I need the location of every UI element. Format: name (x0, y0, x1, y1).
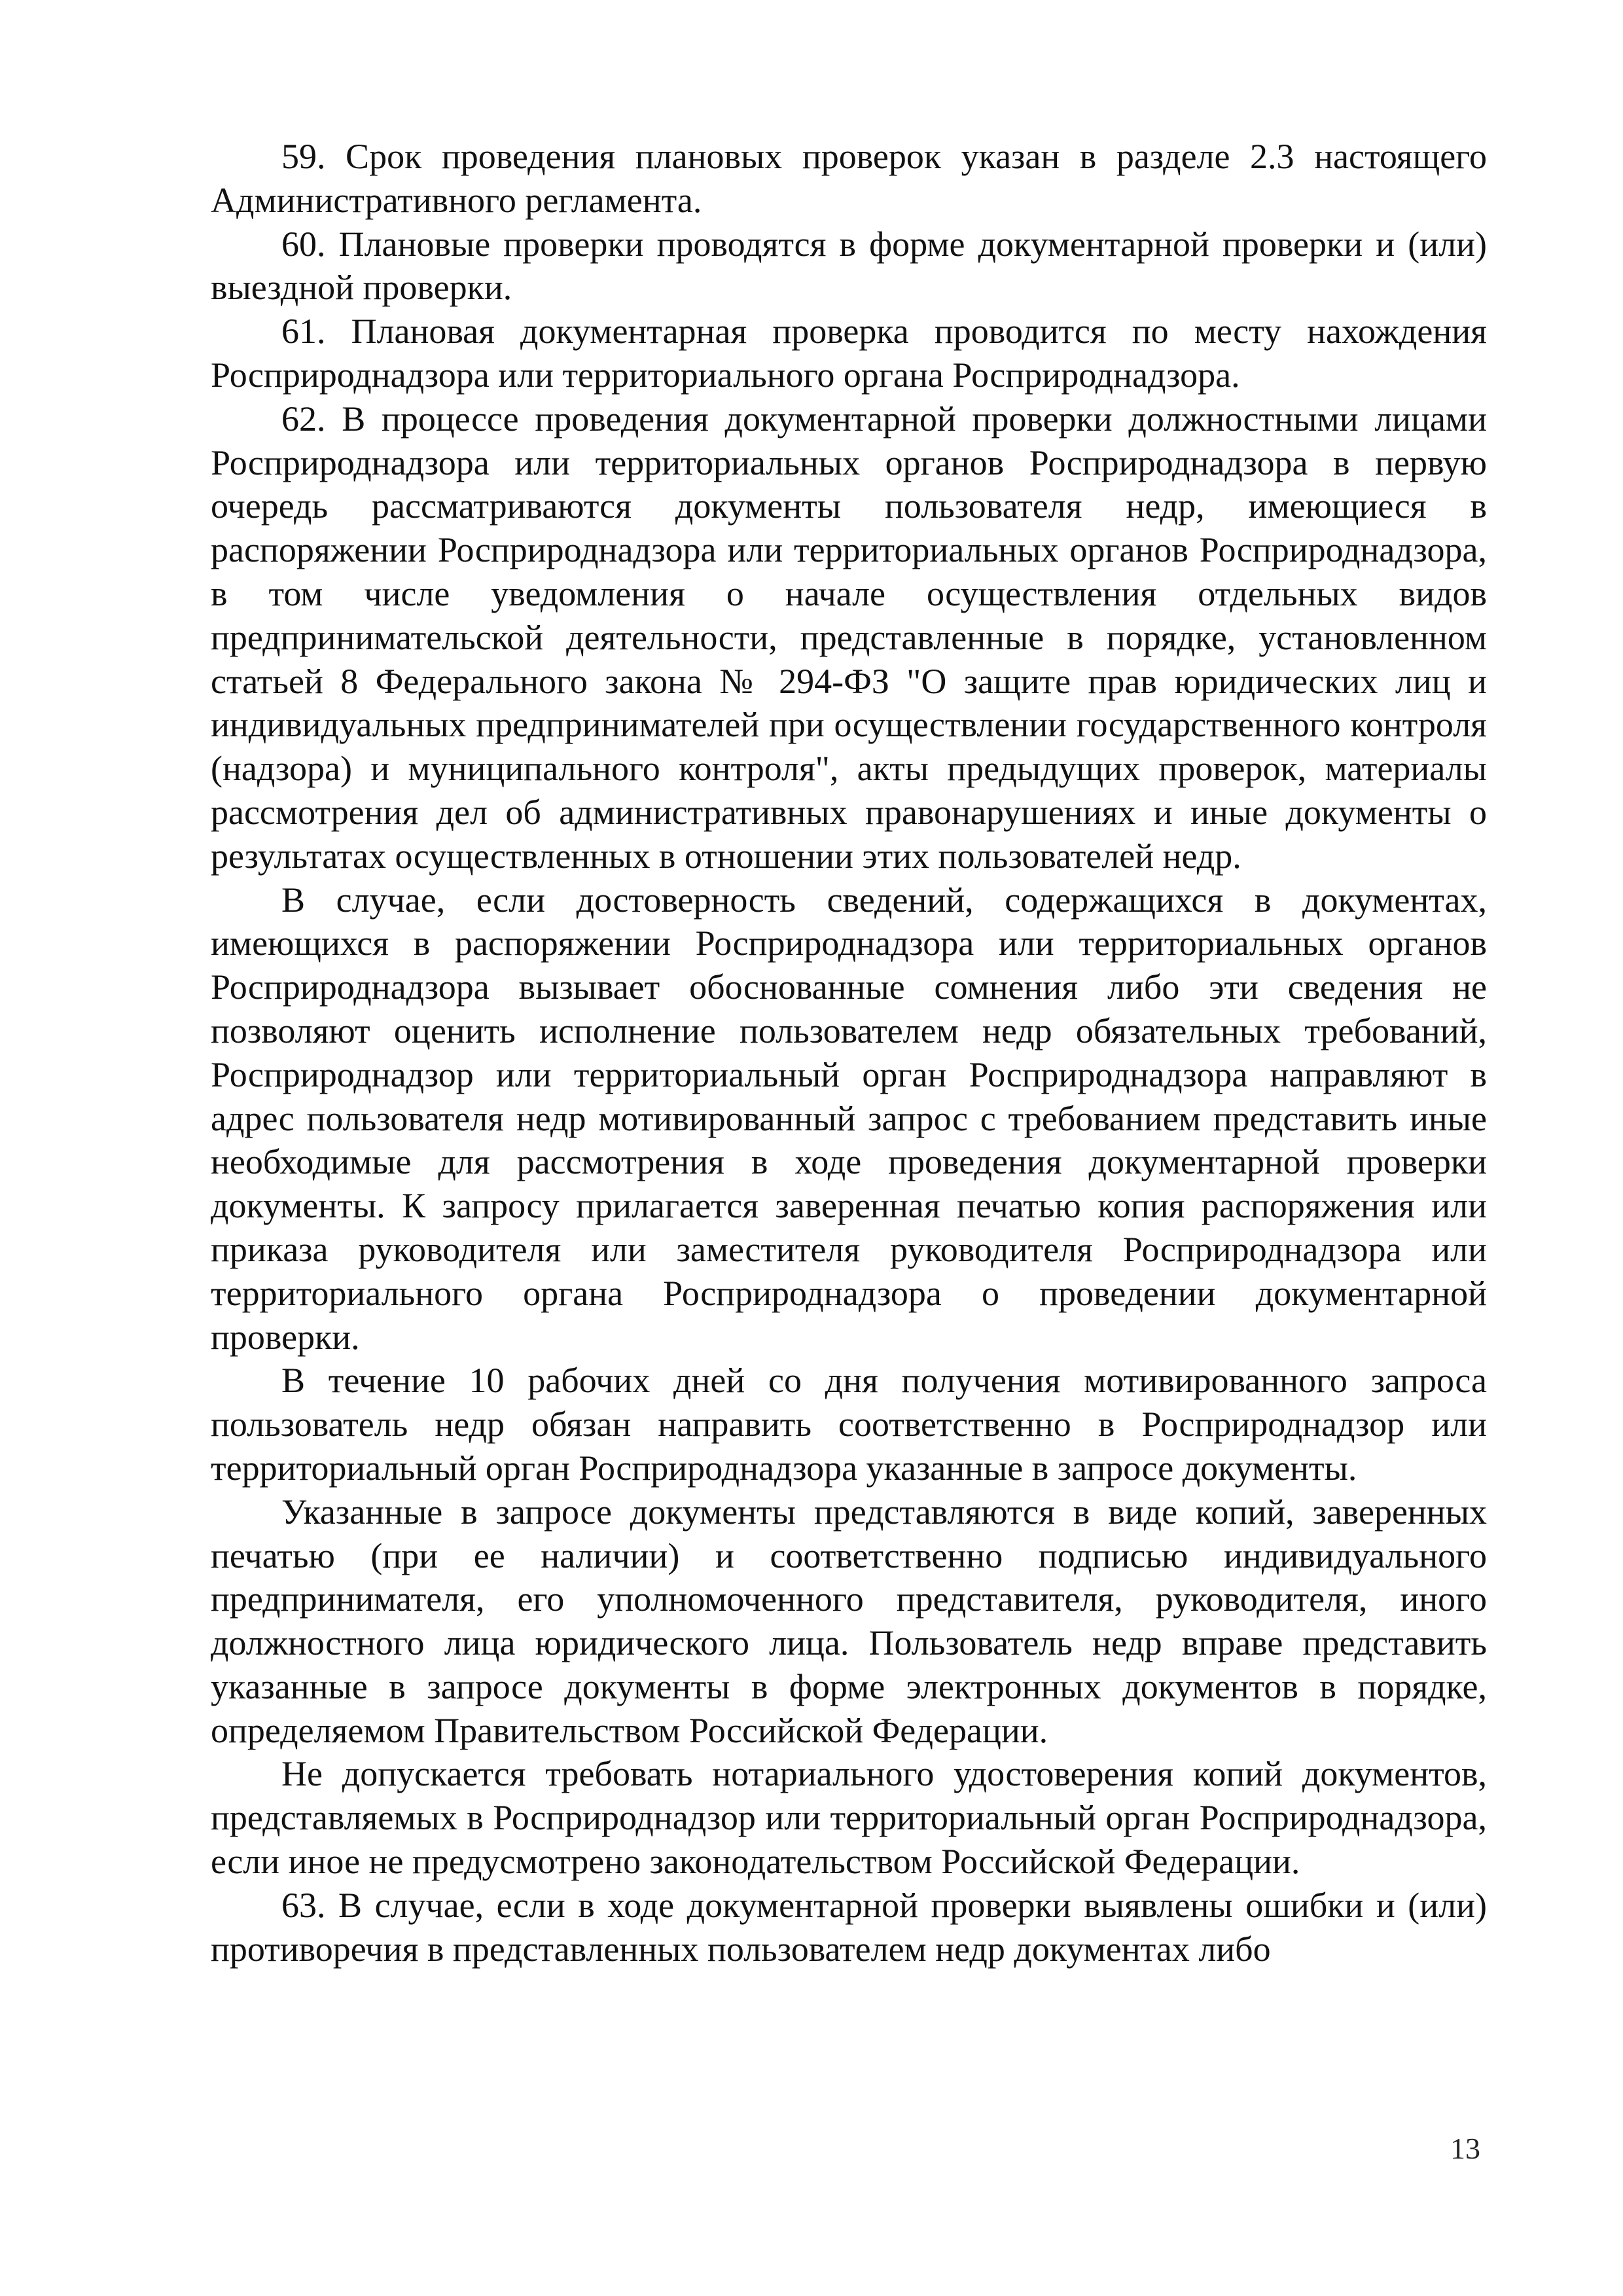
paragraph-63: 63. В случае, если в ходе документарной проверки выявлены ошибки и (или) противоречия в представленных пользователем недр документах либо (211, 1885, 1487, 1969)
page-number: 13 (1450, 2132, 1480, 2165)
paragraph-62-notary: Не допускается требовать нотариального удостоверения копий документов, представляемых в Росприроднадзор или территориальный орган Росприроднадзора, если иное не предусмотрено законодательством Российской Федерации. (211, 1754, 1487, 1882)
paragraph-62-reliability: В случае, если достоверность сведений, содержащихся в документах, имеющихся в распоряжении Росприроднадзора или территориальных органов Росприроднадзора вызывает обоснованные сомнения либо эти сведения не позволяют оценить исполнение пользователем недр обязательных требований, Росприроднадзор или территориальный орган Росприроднадзора направляют в адрес пользователя недр мотивированный запрос с требованием представить иные необходимые для рассмотрения в ходе проведения документарной проверки документы. К запросу прилагается заверенная печатью копия распоряжения или приказа руководителя или заместителя руководителя Росприроднадзора или территориального органа Росприроднадзора о проведении документарной проверки. (211, 880, 1487, 1357)
paragraph-60: 60. Плановые проверки проводятся в форме документарной проверки и (или) выездной проверки. (211, 224, 1487, 308)
paragraph-62-copies: Указанные в запросе документы представляются в виде копий, заверенных печатью (при ее наличии) и соответственно подписью индивидуального предпринимателя, его уполномоченного представителя, руководителя, иного должностного лица юридического лица. Пользователь недр вправе представить указанные в запросе документы в форме электронных документов в порядке, определяемом Правительством Российской Федерации. (211, 1492, 1487, 1750)
paragraph-62: 62. В процессе проведения документарной проверки должностными лицами Росприроднадзора или территориальных органов Росприроднадзора в первую очередь рассматриваются документы пользователя недр, имеющиеся в распоряжении Росприроднадзора или территориальных органов Росприроднадзора, в том числе уведомления о начале осуществления отдельных видов предпринимательской деятельности, представленные в порядке, установленном статьей 8 Федерального закона № 294-ФЗ "О защите прав юридических лиц и индивидуальных предпринимателей при осуществлении государственного контроля (надзора) и муниципального контроля", акты предыдущих проверок, материалы рассмотрения дел об административных правонарушениях и иные документы о результатах осуществленных в отношении этих пользователей недр. (211, 399, 1487, 876)
paragraph-61: 61. Плановая документарная проверка проводится по месту нахождения Росприроднадзора или территориального органа Росприроднадзора. (211, 312, 1487, 395)
paragraph-62-deadline: В течение 10 рабочих дней со дня получения мотивированного запроса пользователь недр обязан направить соответственно в Росприроднадзор или территориальный орган Росприроднадзора указанные в запросе документы. (211, 1361, 1487, 1488)
paragraph-59: 59. Срок проведения плановых проверок указан в разделе 2.3 настоящего Административного регламента. (211, 137, 1487, 220)
document-body (211, 135, 1487, 1971)
